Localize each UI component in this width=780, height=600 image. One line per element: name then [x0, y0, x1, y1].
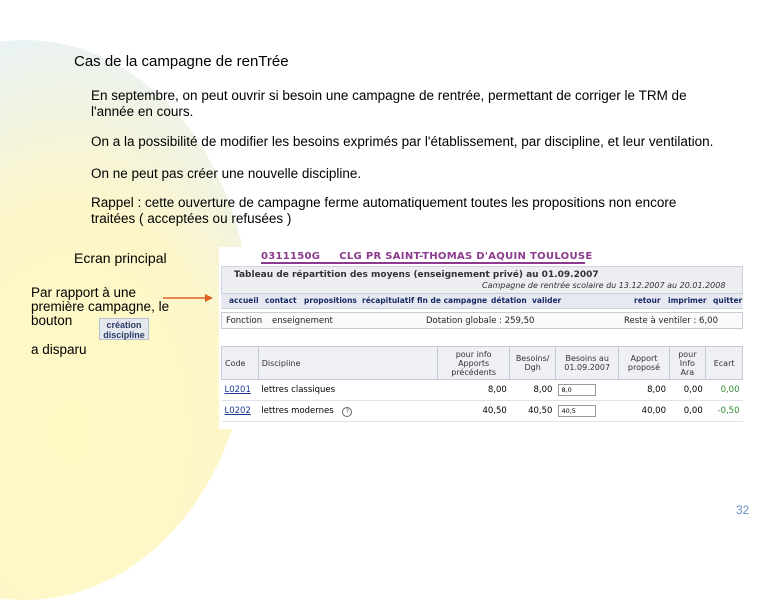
row-code-link[interactable]: [222, 401, 259, 422]
row-input-cell: [555, 380, 618, 401]
row-discipline: lettres modernes: [261, 405, 334, 416]
col-code: Code: [222, 347, 259, 380]
row-code-link[interactable]: [222, 380, 259, 401]
row-apports: 8,00: [437, 380, 509, 401]
reste-a-ventiler: Reste à ventiler : 6,00: [624, 316, 718, 326]
nav-recapitulatif[interactable]: récapitulatif: [362, 296, 415, 305]
col-apport-propose: Apport proposé: [619, 347, 669, 380]
nav-accueil[interactable]: accueil: [229, 296, 259, 305]
nav-quitter[interactable]: quitter: [713, 296, 743, 305]
nav-detation[interactable]: détation: [491, 296, 527, 305]
besoins-input[interactable]: [558, 384, 596, 396]
table-header-row: [222, 347, 743, 380]
row-ara: 0,00: [669, 380, 706, 401]
code-link[interactable]: L0201: [224, 385, 251, 395]
code-link[interactable]: L0202: [224, 406, 251, 416]
col-besoins-dgh: Besoins/ Dgh: [510, 347, 556, 380]
paragraph-rappel: Rappel : cette ouverture de campagne ferme automatiquement toutes les propositions non encore traitées ( acceptées ou refusées ): [91, 195, 677, 226]
row-besoins: 40,50: [510, 401, 556, 422]
row-apports: 40,50: [437, 401, 509, 422]
ecran-principal-label: Ecran principal: [74, 250, 167, 266]
side-note-end: a disparu: [31, 342, 87, 357]
nav-imprimer[interactable]: imprimer: [668, 296, 707, 305]
establishment-name: CLG PR SAINT-THOMAS D'AQUIN TOULOUSE: [339, 251, 593, 262]
arrow-icon: [163, 292, 213, 304]
row-apport: 8,00: [619, 380, 669, 401]
discipline-label: discipline: [103, 330, 145, 340]
row-ara: 0,00: [669, 401, 706, 422]
table-row: [222, 401, 743, 422]
nav-contact[interactable]: contact: [265, 296, 297, 305]
nav-bar: [221, 293, 743, 309]
row-apport: 40,00: [619, 401, 669, 422]
fonction-value[interactable]: enseignement: [272, 316, 333, 326]
nav-propositions[interactable]: propositions: [304, 296, 357, 305]
establishment-header: [261, 251, 593, 262]
nav-valider[interactable]: valider: [532, 296, 562, 305]
row-discipline: lettres classiques: [258, 380, 437, 401]
paragraph-2: On a la possibilité de modifier les besoins exprimés par l'établissement, par discipline, et leur ventilation.: [91, 134, 714, 149]
row-besoins: 8,00: [510, 380, 556, 401]
slide-title: Cas de la campagne de renTrée: [74, 53, 289, 70]
col-info-ara: pour Info Ara: [669, 347, 706, 380]
table-row: [222, 380, 743, 401]
repartition-table: [221, 346, 743, 422]
row-input-cell: [555, 401, 618, 422]
side-note: Par rapport à une première campagne, le bouton: [31, 285, 170, 328]
fonction-label: Fonction: [226, 316, 263, 326]
nav-retour[interactable]: retour: [634, 296, 661, 305]
page-number: 32: [736, 503, 750, 517]
col-besoins-au: Besoins au 01.09.2007: [555, 347, 618, 380]
embedded-screenshot: [219, 247, 743, 429]
row-ecart: -0,50: [706, 401, 743, 422]
row-ecart: 0,00: [706, 380, 743, 401]
creation-discipline-button[interactable]: [99, 318, 149, 340]
besoins-input[interactable]: [558, 405, 596, 417]
col-discipline: Discipline: [258, 347, 437, 380]
paragraph-3: On ne peut pas créer une nouvelle discipline.: [91, 166, 362, 181]
paragraph-1: En septembre, on peut ouvrir si besoin une campagne de rentrée, permettant de corriger le TRM de l'année en cours.: [91, 88, 687, 119]
creation-label: création: [106, 320, 142, 330]
col-ecart: Ecart: [706, 347, 743, 380]
col-apports-precedents: pour info Apports précédents: [437, 347, 509, 380]
info-icon[interactable]: ?: [342, 407, 352, 417]
panel-title: Tableau de répartition des moyens (enseignement privé) au 01.09.2007: [234, 270, 599, 280]
nav-fin-de-campagne[interactable]: fin de campagne: [417, 296, 488, 305]
fonction-bar: [221, 312, 743, 329]
dotation-globale: Dotation globale : 259,50: [426, 316, 535, 326]
establishment-code: 0311150G: [261, 251, 321, 262]
panel-subtitle: Campagne de rentrée scolaire du 13.12.2007 au 20.01.2008: [482, 281, 726, 290]
header-divider: [261, 262, 585, 264]
row-discipline-cell: [258, 401, 437, 422]
